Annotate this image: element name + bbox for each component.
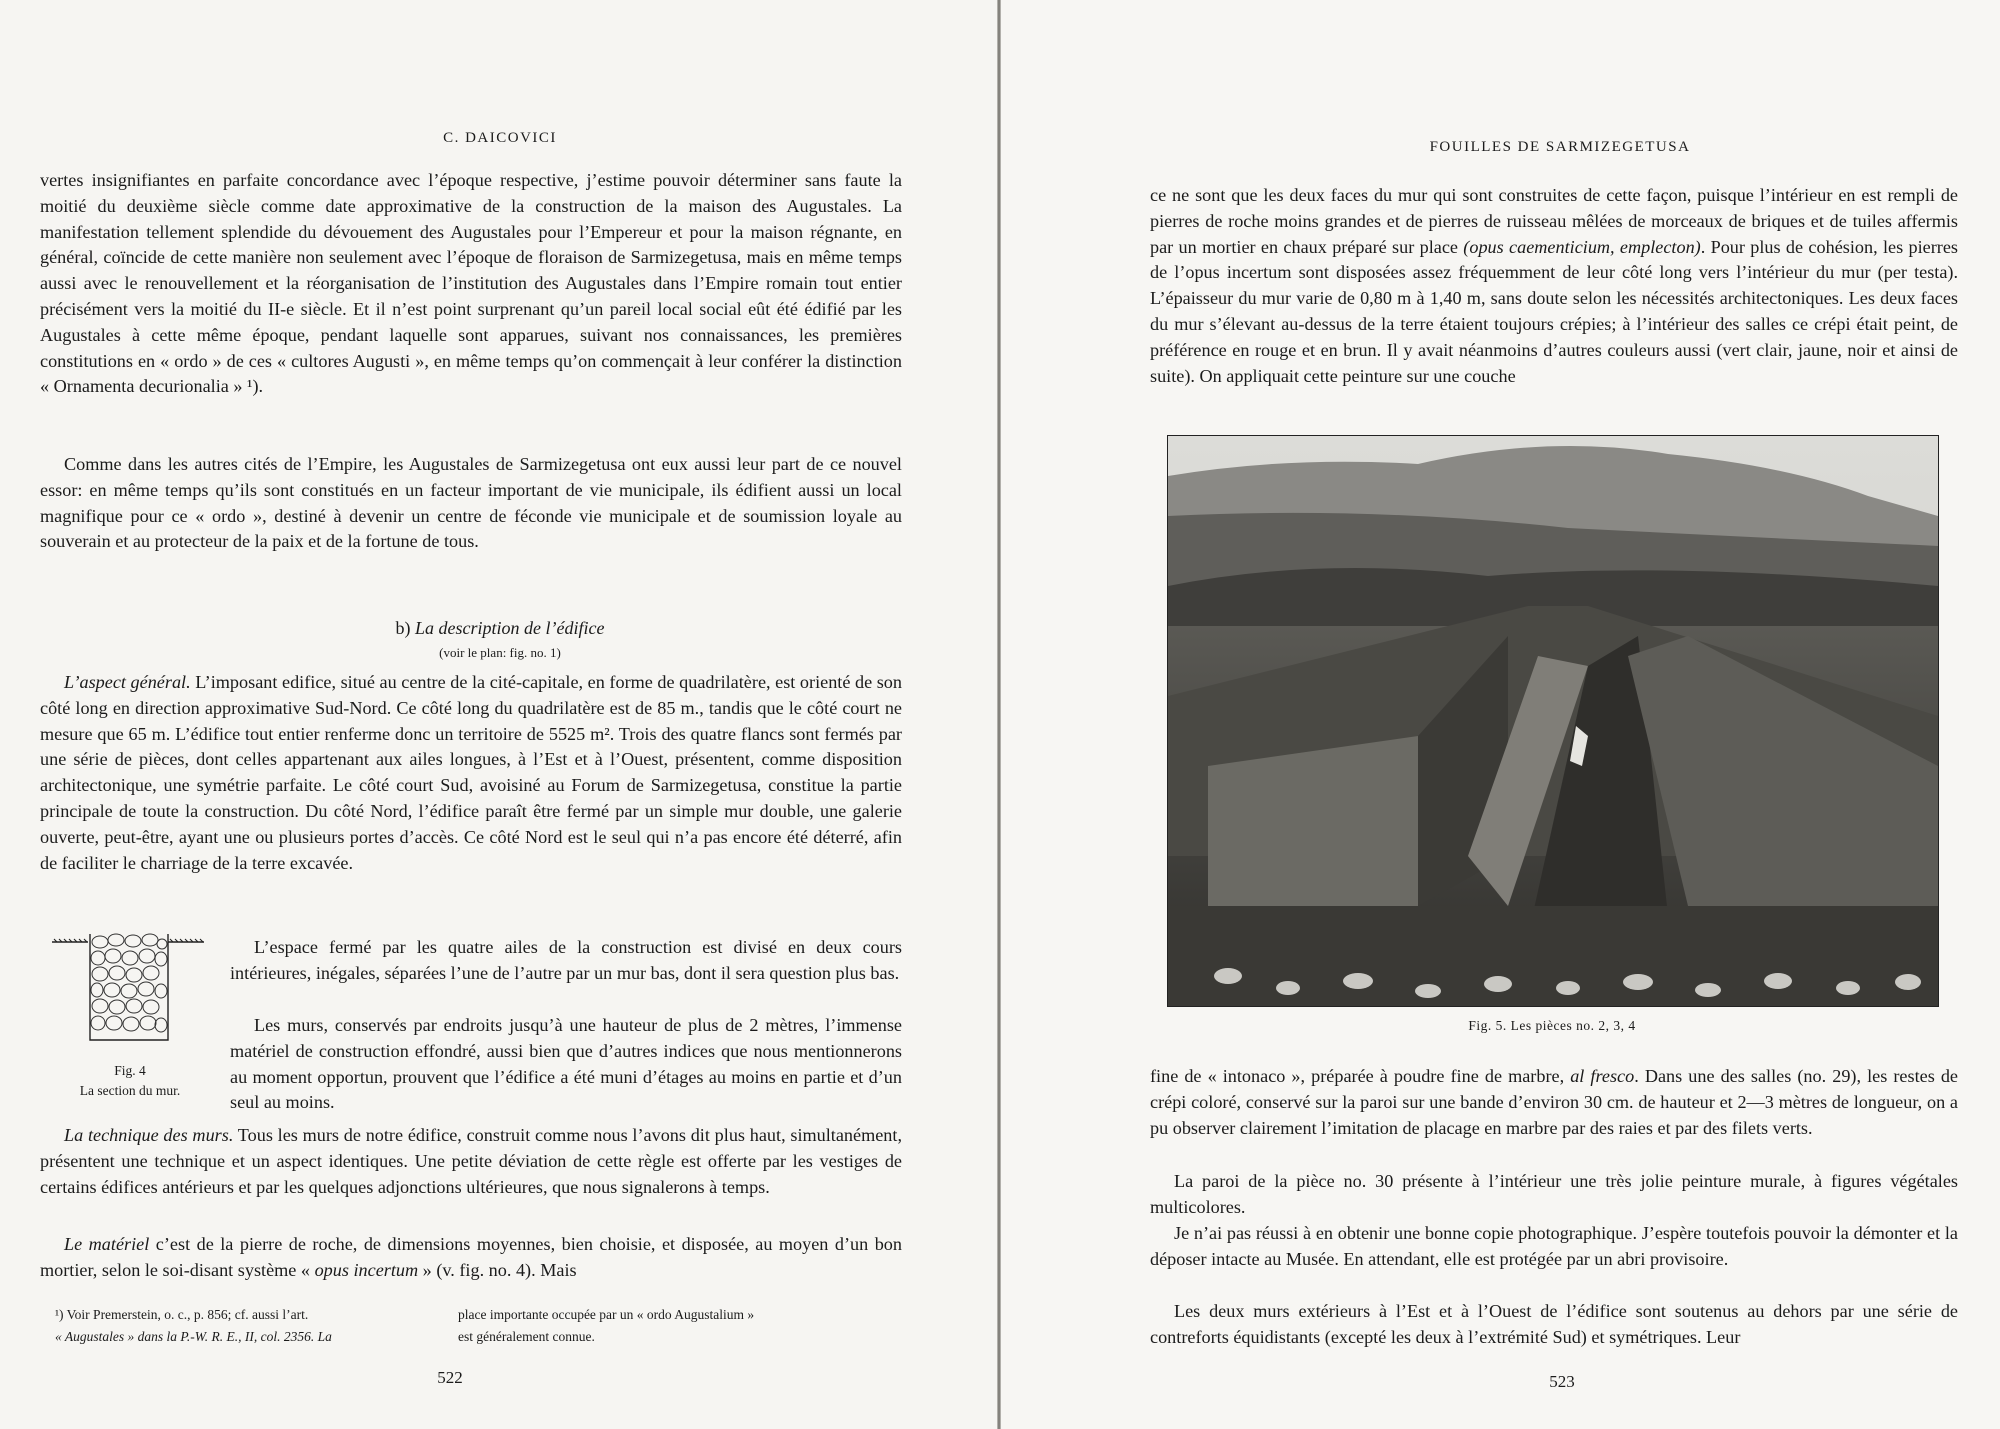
left-paragraph-5 (230, 1013, 902, 1116)
page-number-left: 522 (437, 1368, 463, 1387)
left-paragraph-5-text: Les murs, conservés par endroits jusqu’à une hauteur de plus de 2 mètres, l’immense matériel de construction effondré, aussi bien que d’autres indices que nous mentionnerons au moment opportun, prouvent que l’édifice a été muni d’étages au moins en partie et d’un seul au moins. (230, 1015, 902, 1113)
footnote-col1 (55, 1304, 435, 1348)
fig4-caption: La section du mur. (79, 1083, 181, 1098)
right-paragraph-1-text-b: . Pour plus de cohésion, les pierres de l’opus incertum sont disposées assez fréquemment de leur côté long vers l’intérieur du mur (per testa). L’épaisseur du mur varie de 0,80 m à 1,40 m, sans doute selon les nécessités architectoniques. Les deux faces du mur s’élevant au-dessus de la terre étaient toujours crépies; à l’intérieur des salles ce crépi était peint, de préférence en rouge et en brun. Il y avait néanmoins d’autres couleurs aussi (vert clair, jaune, noir et ainsi de suite). On appliquait cette peinture sur une couche (1150, 236, 1958, 386)
right-paragraph-1 (1150, 183, 1958, 389)
running-head-right: FOUILLES DE SARMIZEGETUSA (1429, 139, 1691, 155)
right-paragraph-4 (1150, 1221, 1958, 1273)
left-paragraph-3 (40, 670, 902, 876)
left-paragraph-7-italic: opus incertum (314, 1259, 419, 1280)
left-paragraph-4-text: L’espace fermé par les quatre ailes de la construction est divisé en deux cours intérieures, inégales, séparées l’une de l’autre par un mur bas, dont il sera question plus bas. (230, 937, 902, 983)
left-paragraph-4 (230, 935, 902, 987)
footnote-col2 (458, 1304, 888, 1348)
right-paragraph-5 (1150, 1299, 1958, 1351)
footnote-col1-line2: « Augustales » dans la P.-W. R. E., II, col. 2356. La (55, 1329, 332, 1344)
right-paragraph-2-italic: al fresco (1570, 1066, 1635, 1086)
excavation-photograph (1167, 435, 1939, 1007)
right-paragraph-3 (1150, 1169, 1958, 1221)
footnote-col2-line1: place importante occupée par un « ordo Augustalium » (458, 1307, 755, 1322)
section-title-text: La description de l’édifice (415, 618, 605, 638)
left-paragraph-3-text: L’imposant edifice, situé au centre de la cité-capitale, en forme de quadrilatère, est orienté de son côté long en direction approximative Sud-Nord. Ce côté long du quadrilatère est de 85 m., tandis que le côté court ne mesure que 65 m. L’édifice tout entier renferme donc un territoire de 5525 m². Trois des quatre flancs sont fermés par une série de pièces, dont celles appartenant aux ailes longues, à l’Est et à l’Ouest, présentent, comme disposition architectonique, une symétrie parfaite. Le côté court Sud, avoisiné au Forum de Sarmizegetusa, constitue la partie principale de toute la construction. Du côté Nord, l’édifice paraît être fermé par un simple mur double, une galerie ouverte, peut-être, ayant une ou plusieurs portes d’accès. Ce côté Nord est le seul qui n’a pas encore été déterré, afin de faciliter le charriage de la terre excavée. (40, 672, 902, 873)
left-paragraph-7 (40, 1232, 902, 1284)
fig4-label: Fig. 4 (114, 1063, 146, 1078)
left-paragraph-7-text-b: » (v. fig. no. 4). Mais (418, 1259, 577, 1280)
wall-section-drawing (50, 928, 210, 1046)
footnote-col1-line1: ¹) Voir Premerstein, o. c., p. 856; cf. aussi l’art. (55, 1307, 309, 1322)
footnote-col2-line2: est généralement connue. (458, 1329, 595, 1344)
right-paragraph-5-text: Les deux murs extérieurs à l’Est et à l’Ouest de l’édifice sont soutenus au dehors par une série de contreforts équidistants (excepté les deux à l’extrémité Sud) et symétriques. Leur (1150, 1301, 1958, 1347)
running-head-left: C. DAICOVICI (443, 130, 557, 146)
fig5-caption: Fig. 5. Les pièces no. 2, 3, 4 (1468, 1018, 1636, 1033)
excavation-photo-drawing (1168, 436, 1938, 1006)
left-paragraph-6-text: Tous les murs de notre édifice, construit comme nous l’avons dit plus haut, simultanément, présentent une technique et un aspect identiques. Une petite déviation de cette règle est offerte par les vestiges de certains édifices antérieurs et par les quelques adjonctions ultérieures, que nous signalerons à temps. (40, 1125, 903, 1197)
page-number-right: 523 (1549, 1372, 1575, 1391)
right-paragraph-1-text-a: ce ne sont que les deux faces du mur qui sont construites de cette façon, puisque l’intérieur en est rempli de pierres de roche moins grandes et de pierres de ruisseau mêlées de morceaux de briques et de tuiles affermis par un mortier en chaux préparé sur place (1150, 185, 1958, 257)
left-paragraph-6 (40, 1123, 902, 1200)
left-paragraph-3-lead: L’aspect général. (64, 672, 191, 692)
right-paragraph-2 (1150, 1064, 1958, 1141)
book-gutter (997, 0, 1001, 1429)
right-paragraph-2-text-a: fine de « intonaco », préparée à poudre fine de marbre, (1150, 1066, 1571, 1086)
left-paragraph-6-lead: La technique des murs. (64, 1125, 234, 1145)
section-title (250, 618, 750, 639)
section-subtitle: (voir le plan: fig. no. 1) (439, 645, 561, 660)
left-paragraph-7-text-a: c’est de la pierre de roche, de dimensions moyennes, bien choisie, et disposée, au moyen d’un bon mortier, selon le soi-disant système « (40, 1234, 902, 1280)
right-paragraph-3-text: La paroi de la pièce no. 30 présente à l’intérieur une très jolie peinture murale, à figures végétales multicolores. (1150, 1171, 1958, 1217)
section-title-prefix: b) (395, 618, 411, 638)
left-paragraph-2 (40, 452, 902, 555)
left-paragraph-1: vertes insignifiantes en parfaite concordance avec l’époque respective, j’estime pouvoir déterminer sans faute la moitié du deuxième siècle comme date approximative de la construction de la maison des Augustales. La manifestation tellement splendide du dévouement des Augustales pour l’Empereur et pour la maison régnante, en général, coïncide de cette manière non seulement avec l’époque de floraison de Sarmizegetusa, mais en même temps aussi avec le renouvellement et la réorganisation de l’institution des Augustales dans l’Empire romain tout entier précisément vers la moitié du II-e siècle. Et il n’est point surprenant qu’un pareil local social eût été édifié par les Augustales à cette même époque, pendant laquelle sont apparues, suivant nos connaissances, les premières constitutions en « ordo » de ces « cultores Augusti », en même temps qu’on commençait à leur conférer la distinction « Ornamenta decurionalia » ¹). (40, 170, 902, 397)
right-paragraph-2-text-b: . Dans une des salles (no. 29), les restes de crépi coloré, conservé sur la paroi sur une bande d’environ 30 cm. de hauteur et 2—3 mètres de longueur, on a pu observer clairement l’imitation de placage en marbre par des raies et par des filets verts. (1150, 1066, 1959, 1138)
left-paragraph-2-text: Comme dans les autres cités de l’Empire, les Augustales de Sarmizegetusa ont eux aussi leur part de ce nouvel essor: en même temps qu’ils sont constitués en un facteur important de vie municipale, ils édifient aussi un local magnifique pour ce « ordo », destiné à devenir un centre de féconde vie municipale et de soumission loyale au souverain et au protecteur de la paix et de la fortune de tous. (40, 454, 902, 552)
left-paragraph-7-lead: Le matériel (64, 1234, 150, 1254)
right-paragraph-4-text: Je n’ai pas réussi à en obtenir une bonne copie photographique. J’espère toutefois pouvoir la démonter et la déposer intacte au Musée. En attendant, elle est protégée par un abri provisoire. (1150, 1223, 1958, 1269)
right-paragraph-1-italic: (opus caementicium, emplecton) (1463, 236, 1701, 257)
